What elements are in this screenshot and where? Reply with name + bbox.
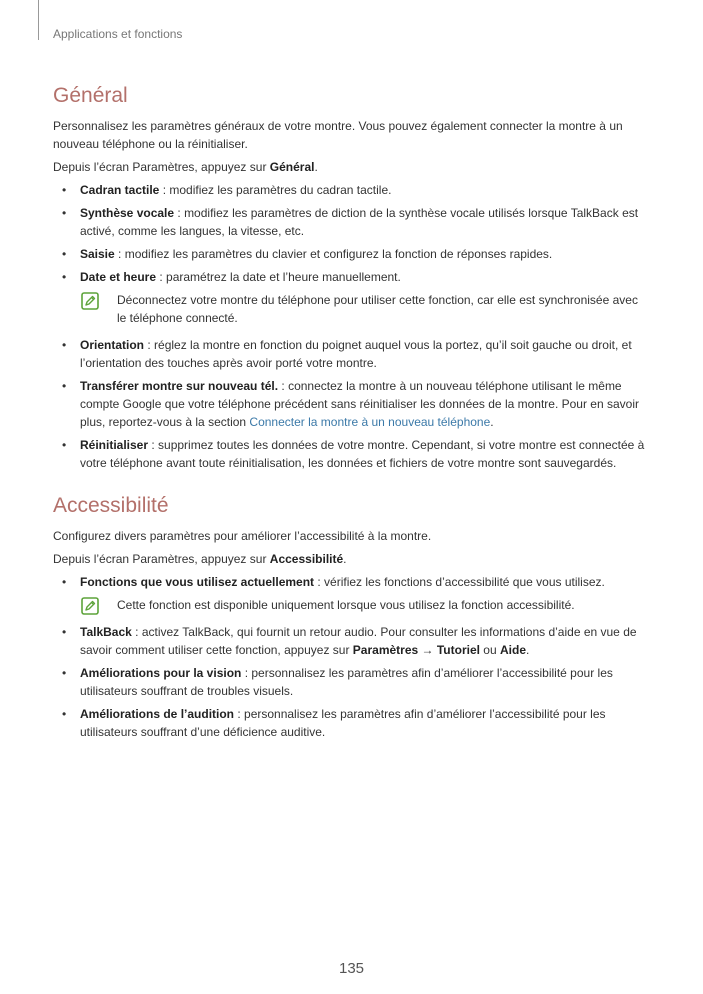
note-pencil-icon: [81, 292, 99, 310]
section-title-accessibility: Accessibilité: [53, 494, 169, 517]
page-number: 135: [338, 960, 365, 977]
accessibility-intro: Configurez divers paramètres pour améliorer l’accessibilité à la montre.: [53, 529, 432, 543]
list-item: • Saisie : modifiez les paramètres du clavier et configurez la fonction de réponses rapides.: [53, 245, 648, 263]
list-item: • Orientation : réglez la montre en fonction du poignet auquel vous la portez, qu’il soit gauche ou droit, et l’orientation des touches après avoir porté votre montre.: [53, 336, 648, 372]
list-item: • TalkBack : activez TalkBack, qui fournit un retour audio. Pour consulter les informations d’aide en vue de savoir comment utiliser cette fonction, appuyez sur Paramètres → Tutoriel ou Aide.: [53, 623, 648, 659]
running-header: Applications et fonctions: [53, 27, 183, 41]
note-text: Cette fonction est disponible uniquement lorsque vous utilisez la fonction accessibilité.: [117, 598, 575, 612]
list-item: • Améliorations de l’audition : personnalisez les paramètres afin d’améliorer l’accessibilité pour les utilisateurs souffrant d’une déficience auditive.: [53, 705, 648, 741]
note-pencil-icon: [81, 597, 99, 615]
general-list-continued: [53, 336, 648, 472]
accessibility-list: [53, 573, 648, 591]
note-accessibility: [53, 596, 648, 614]
list-item: • Transférer montre sur nouveau tél. : connectez la montre à un nouveau téléphone utilisant le même compte Google que votre téléphone précédent sans réinitialiser les données de la montre. Pour en savoir plus, reportez-vous à la section Connecter la montre à un nouveau téléphone.: [53, 377, 648, 431]
page-content: [53, 80, 648, 746]
accessibility-list-continued: [53, 623, 648, 741]
note-date-time: [53, 291, 648, 327]
note-text: Déconnectez votre montre du téléphone pour utiliser cette fonction, car elle est synchronisée avec le téléphone connecté.: [117, 293, 638, 325]
section-title-general: Général: [53, 84, 128, 107]
cross-reference-link[interactable]: Connecter la montre à un nouveau téléphone: [249, 415, 491, 429]
list-item: • Cadran tactile : modifiez les paramètres du cadran tactile.: [53, 181, 648, 199]
accessibility-path: Depuis l’écran Paramètres, appuyez sur Accessibilité.: [53, 552, 347, 566]
list-item: • Fonctions que vous utilisez actuellement : vérifiez les fonctions d’accessibilité que vous utilisez.: [53, 573, 648, 591]
general-list: [53, 181, 648, 286]
general-intro: Personnalisez les paramètres généraux de votre montre. Vous pouvez également connecter la montre à un nouveau téléphone ou la réinitialiser.: [53, 119, 623, 151]
header-divider: [38, 0, 39, 40]
list-item: • Réinitialiser : supprimez toutes les données de votre montre. Cependant, si votre montre est connectée à votre téléphone avant toute réinitialisation, les données et fichiers de votre montre sont sauvegardés.: [53, 436, 648, 472]
list-item: • Synthèse vocale : modifiez les paramètres de diction de la synthèse vocale utilisés lorsque TalkBack est activé, comme les langues, la vitesse, etc.: [53, 204, 648, 240]
list-item: • Date et heure : paramétrez la date et l’heure manuellement.: [53, 268, 648, 286]
general-path: Depuis l’écran Paramètres, appuyez sur Général.: [53, 160, 318, 174]
list-item: • Améliorations pour la vision : personnalisez les paramètres afin d’améliorer l’accessibilité pour les utilisateurs souffrant de troubles visuels.: [53, 664, 648, 700]
